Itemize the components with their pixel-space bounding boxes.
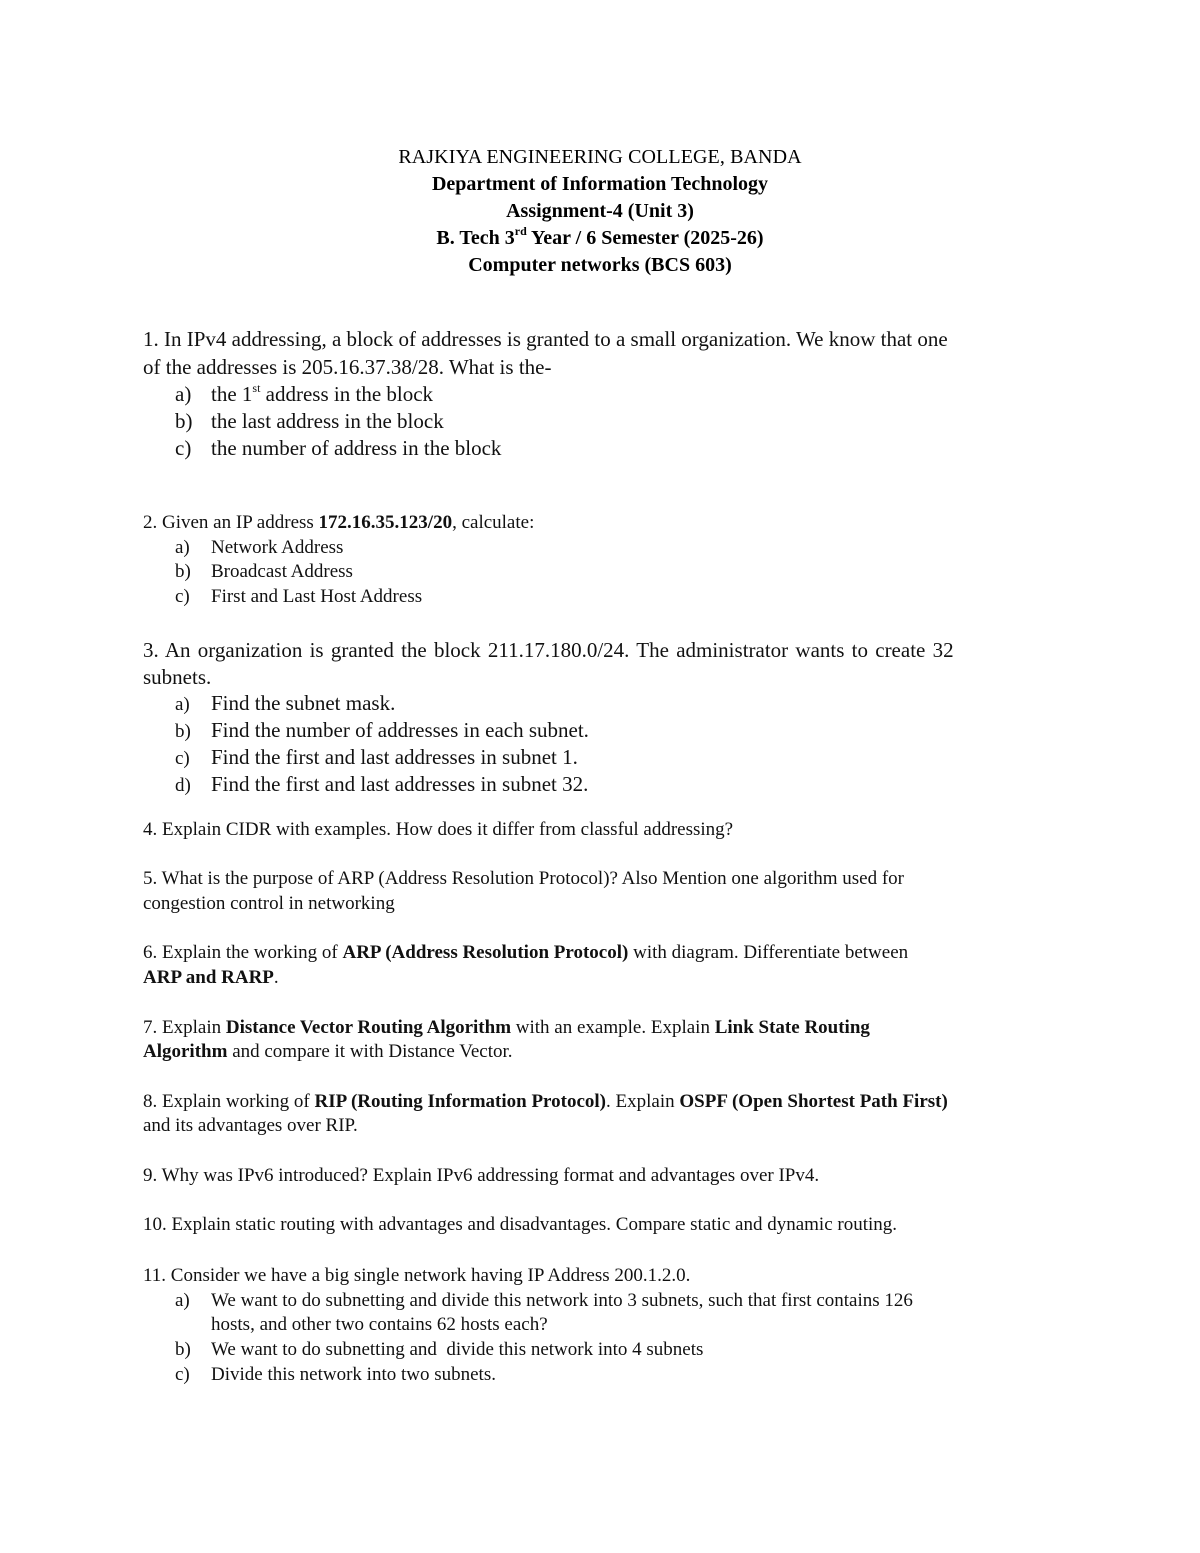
q7-bold3: Algorithm xyxy=(143,1041,228,1062)
q1-b-text: the last address in the block xyxy=(211,409,444,433)
q7-end: and compare it with Distance Vector. xyxy=(227,1041,513,1062)
q6-pre: 6. Explain the working of xyxy=(143,942,343,963)
q11-c-text: Divide this network into two subnets. xyxy=(211,1364,496,1385)
q11-c-label: c) xyxy=(175,1364,190,1385)
q2-c-text: First and Last Host Address xyxy=(211,586,423,607)
q5-line2: congestion control in networking xyxy=(143,893,395,914)
q3-a-label: a) xyxy=(175,694,190,715)
q1-c-text: the number of address in the block xyxy=(211,436,502,460)
q6-line1 xyxy=(143,940,908,965)
q2-b-text: Broadcast Address xyxy=(211,561,353,582)
q8-mid: . Explain xyxy=(606,1091,680,1112)
q6-mid: with diagram. Differentiate between xyxy=(628,942,909,963)
q3-b-text: Find the number of addresses in each subnet. xyxy=(211,718,589,742)
q7-line2 xyxy=(143,1039,513,1064)
q1-a-post: address in the block xyxy=(260,382,434,406)
q1-line2: of the addresses is 205.16.37.38/28. What is the- xyxy=(143,355,552,379)
q8-bold2: OSPF (Open Shortest Path First) xyxy=(679,1091,948,1112)
q7-bold1: Distance Vector Routing Algorithm xyxy=(225,1017,512,1038)
q11-a-line1: We want to do subnetting and divide this network into 3 subnets, such that first contains 126 xyxy=(211,1290,913,1311)
q6-line2 xyxy=(143,965,279,990)
course-prefix: B. Tech 3 xyxy=(436,227,515,249)
q11-line1: 11. Consider we have a big single network having IP Address 200.1.2.0. xyxy=(143,1265,691,1286)
q3-b-label: b) xyxy=(175,721,191,742)
q3-line1: 3. An organization is granted the block 211.17.180.0/24. The administrator wants to create 32 xyxy=(143,638,954,662)
course-superscript: rd xyxy=(514,224,527,239)
q1-b-label: b) xyxy=(175,409,193,433)
q6-bold2: ARP and RARP xyxy=(143,967,274,988)
q7-bold2: Link State Routing xyxy=(714,1017,870,1038)
q11-b-label: b) xyxy=(175,1339,191,1360)
q7-mid: with an example. Explain xyxy=(511,1017,715,1038)
assignment-title: Assignment-4 (Unit 3) xyxy=(506,200,694,222)
q11-a-line2: hosts, and other two contains 62 hosts each? xyxy=(211,1314,548,1335)
q8-line2: and its advantages over RIP. xyxy=(143,1115,358,1136)
q1-a-pre: the 1 xyxy=(211,382,253,406)
q2-a-text: Network Address xyxy=(211,537,344,558)
q8-bold1: RIP (Routing Information Protocol) xyxy=(314,1091,607,1112)
q7-line1 xyxy=(143,1015,870,1040)
q1-a-text xyxy=(211,381,433,408)
q9-text: 9. Why was IPv6 introduced? Explain IPv6 addressing format and advantages over IPv4. xyxy=(143,1165,820,1186)
q4-text: 4. Explain CIDR with examples. How does it differ from classful addressing? xyxy=(143,819,734,840)
course-line xyxy=(0,225,1200,252)
q2-line xyxy=(143,510,534,535)
q8-pre: 8. Explain working of xyxy=(143,1091,315,1112)
q7-pre: 7. Explain xyxy=(143,1017,226,1038)
q11-a-label: a) xyxy=(175,1290,190,1311)
q10-text: 10. Explain static routing with advantages and disadvantages. Compare static and dynamic routing. xyxy=(143,1214,898,1235)
q1-c-label: c) xyxy=(175,436,192,460)
q6-bold1: ARP (Address Resolution Protocol) xyxy=(342,942,629,963)
q5-line1: 5. What is the purpose of ARP (Address Resolution Protocol)? Also Mention one algorithm used for xyxy=(143,868,904,889)
q11-b-text: We want to do subnetting and divide this network into 4 subnets xyxy=(211,1339,704,1360)
college-name: RAJKIYA ENGINEERING COLLEGE, BANDA xyxy=(398,146,802,168)
q2-c-label: c) xyxy=(175,586,190,607)
q3-c-label: c) xyxy=(175,748,190,769)
q3-d-label: d) xyxy=(175,775,191,796)
q1-a-label: a) xyxy=(175,382,192,406)
q2-a-label: a) xyxy=(175,537,190,558)
q2-post: , calculate: xyxy=(452,512,535,533)
q8-line1 xyxy=(143,1089,948,1114)
department-name: Department of Information Technology xyxy=(431,173,769,195)
q3-a-text: Find the subnet mask. xyxy=(211,691,396,715)
q2-ip: 172.16.35.123/20 xyxy=(318,512,453,533)
q6-end: . xyxy=(273,967,279,988)
q3-line2: subnets. xyxy=(143,665,212,689)
q1-line1: 1. In IPv4 addressing, a block of addresses is granted to a small organization. We know that one xyxy=(143,327,948,351)
q2-b-label: b) xyxy=(175,561,191,582)
q3-d-text: Find the first and last addresses in subnet 32. xyxy=(211,772,589,796)
q3-c-text: Find the first and last addresses in subnet 1. xyxy=(211,745,578,769)
subject-title: Computer networks (BCS 603) xyxy=(468,254,732,276)
q2-pre: 2. Given an IP address xyxy=(143,512,319,533)
course-suffix: Year / 6 Semester (2025-26) xyxy=(526,227,764,249)
q1-a-sup: st xyxy=(252,381,261,395)
